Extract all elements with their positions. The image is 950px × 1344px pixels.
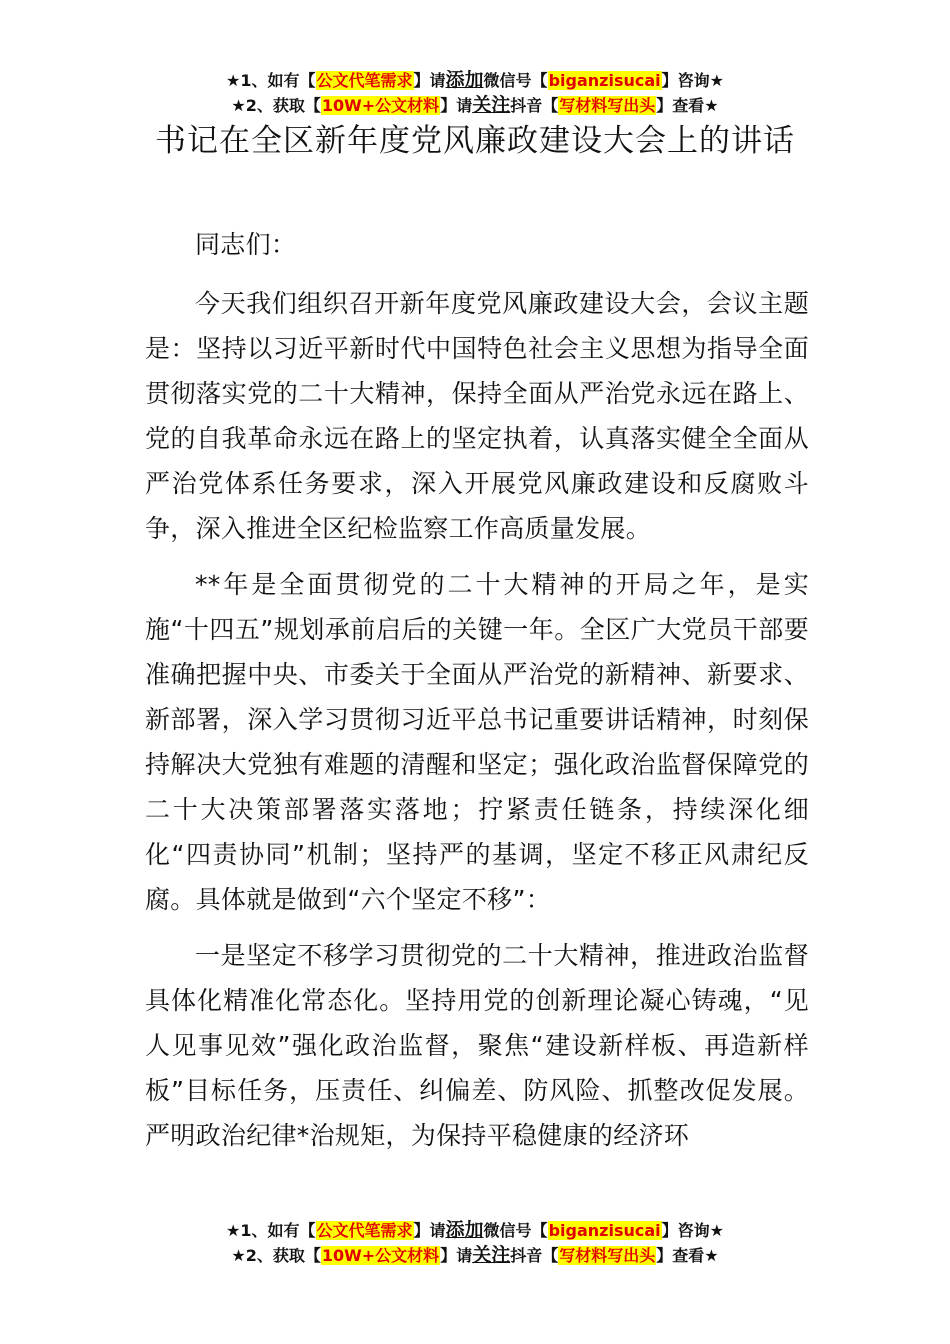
banner-text: 抖音【 — [510, 1246, 559, 1265]
document-body — [145, 222, 809, 1169]
banner-highlight: 公文代笔需求 — [316, 71, 413, 90]
banner-text: 】请 — [440, 96, 473, 115]
banner-text: 】请 — [440, 1246, 473, 1265]
banner-text: 】请 — [413, 71, 446, 90]
banner-text: 微信号【 — [483, 1221, 548, 1240]
banner-emphasis: 关注 — [472, 1244, 511, 1266]
banner-text: ★1、如有【 — [226, 71, 316, 90]
banner-wechat-id: biganzisucai — [548, 1221, 661, 1240]
greeting: 同志们： — [195, 230, 297, 259]
banner-text: ★2、获取【 — [231, 1246, 321, 1265]
banner-emphasis: 添加 — [445, 1219, 484, 1241]
banner-douyin-id: 写材料写出头 — [559, 1246, 656, 1265]
footer-banner — [0, 1218, 950, 1268]
banner-line-1 — [0, 1218, 950, 1243]
banner-highlight: 10W+公文材料 — [321, 1246, 440, 1265]
banner-emphasis: 关注 — [472, 94, 511, 116]
banner-douyin-id: 写材料写出头 — [559, 96, 656, 115]
banner-highlight: 10W+公文材料 — [321, 96, 440, 115]
document-title: 书记在全区新年度党风廉政建设大会上的讲话 — [155, 123, 795, 159]
banner-text: 】查看★ — [656, 96, 719, 115]
paragraph: **年是全面贯彻党的二十大精神的开局之年，是实施“十四五”规划承前启后的关键一年。全区广大党员干部要准确把握中央、市委关于全面从严治党的新精神、新要求、新部署，深入学习贯彻习近平总书记重要讲话精神，时刻保持解决大党独有难题的清醒和坚定；强化政治监督保障党的二十大决策部署落实落地；拧紧责任链条，持续深化细化“四责协同”机制；坚持严的基调，坚定不移正风肃纪反腐。具体就是做到“六个坚定不移”： — [145, 570, 809, 914]
banner-text: 微信号【 — [483, 71, 548, 90]
banner-line-2 — [0, 1243, 950, 1268]
banner-text: ★2、获取【 — [231, 96, 321, 115]
banner-text: 抖音【 — [510, 96, 559, 115]
banner-emphasis: 添加 — [445, 69, 484, 91]
banner-line-2 — [0, 93, 950, 118]
banner-text: 】请 — [413, 1221, 446, 1240]
banner-text: 】咨询★ — [661, 71, 724, 90]
banner-text: 】查看★ — [656, 1246, 719, 1265]
banner-line-1 — [0, 68, 950, 93]
banner-text: 】咨询★ — [661, 1221, 724, 1240]
paragraph: 一是坚定不移学习贯彻党的二十大精神，推进政治监督具体化精准化常态化。坚持用党的创新理论凝心铸魂，“见人见事见效”强化政治监督，聚焦“建设新样板、再造新样板”目标任务，压责任、纠偏差、防风险、抓整改促发展。严明政治纪律*治规矩，为保持平稳健康的经济环 — [145, 941, 809, 1150]
banner-highlight: 公文代笔需求 — [316, 1221, 413, 1240]
header-banner — [0, 68, 950, 118]
paragraph: 今天我们组织召开新年度党风廉政建设大会，会议主题是：坚持以习近平新时代中国特色社会主义思想为指导全面贯彻落实党的二十大精神，保持全面从严治党永远在路上、党的自我革命永远在路上的坚定执着，认真落实健全全面从严治党体系任务要求，深入开展党风廉政建设和反腐败斗争，深入推进全区纪检监察工作高质量发展。 — [145, 289, 809, 543]
banner-wechat-id: biganzisucai — [548, 71, 661, 90]
banner-text: ★1、如有【 — [226, 1221, 316, 1240]
